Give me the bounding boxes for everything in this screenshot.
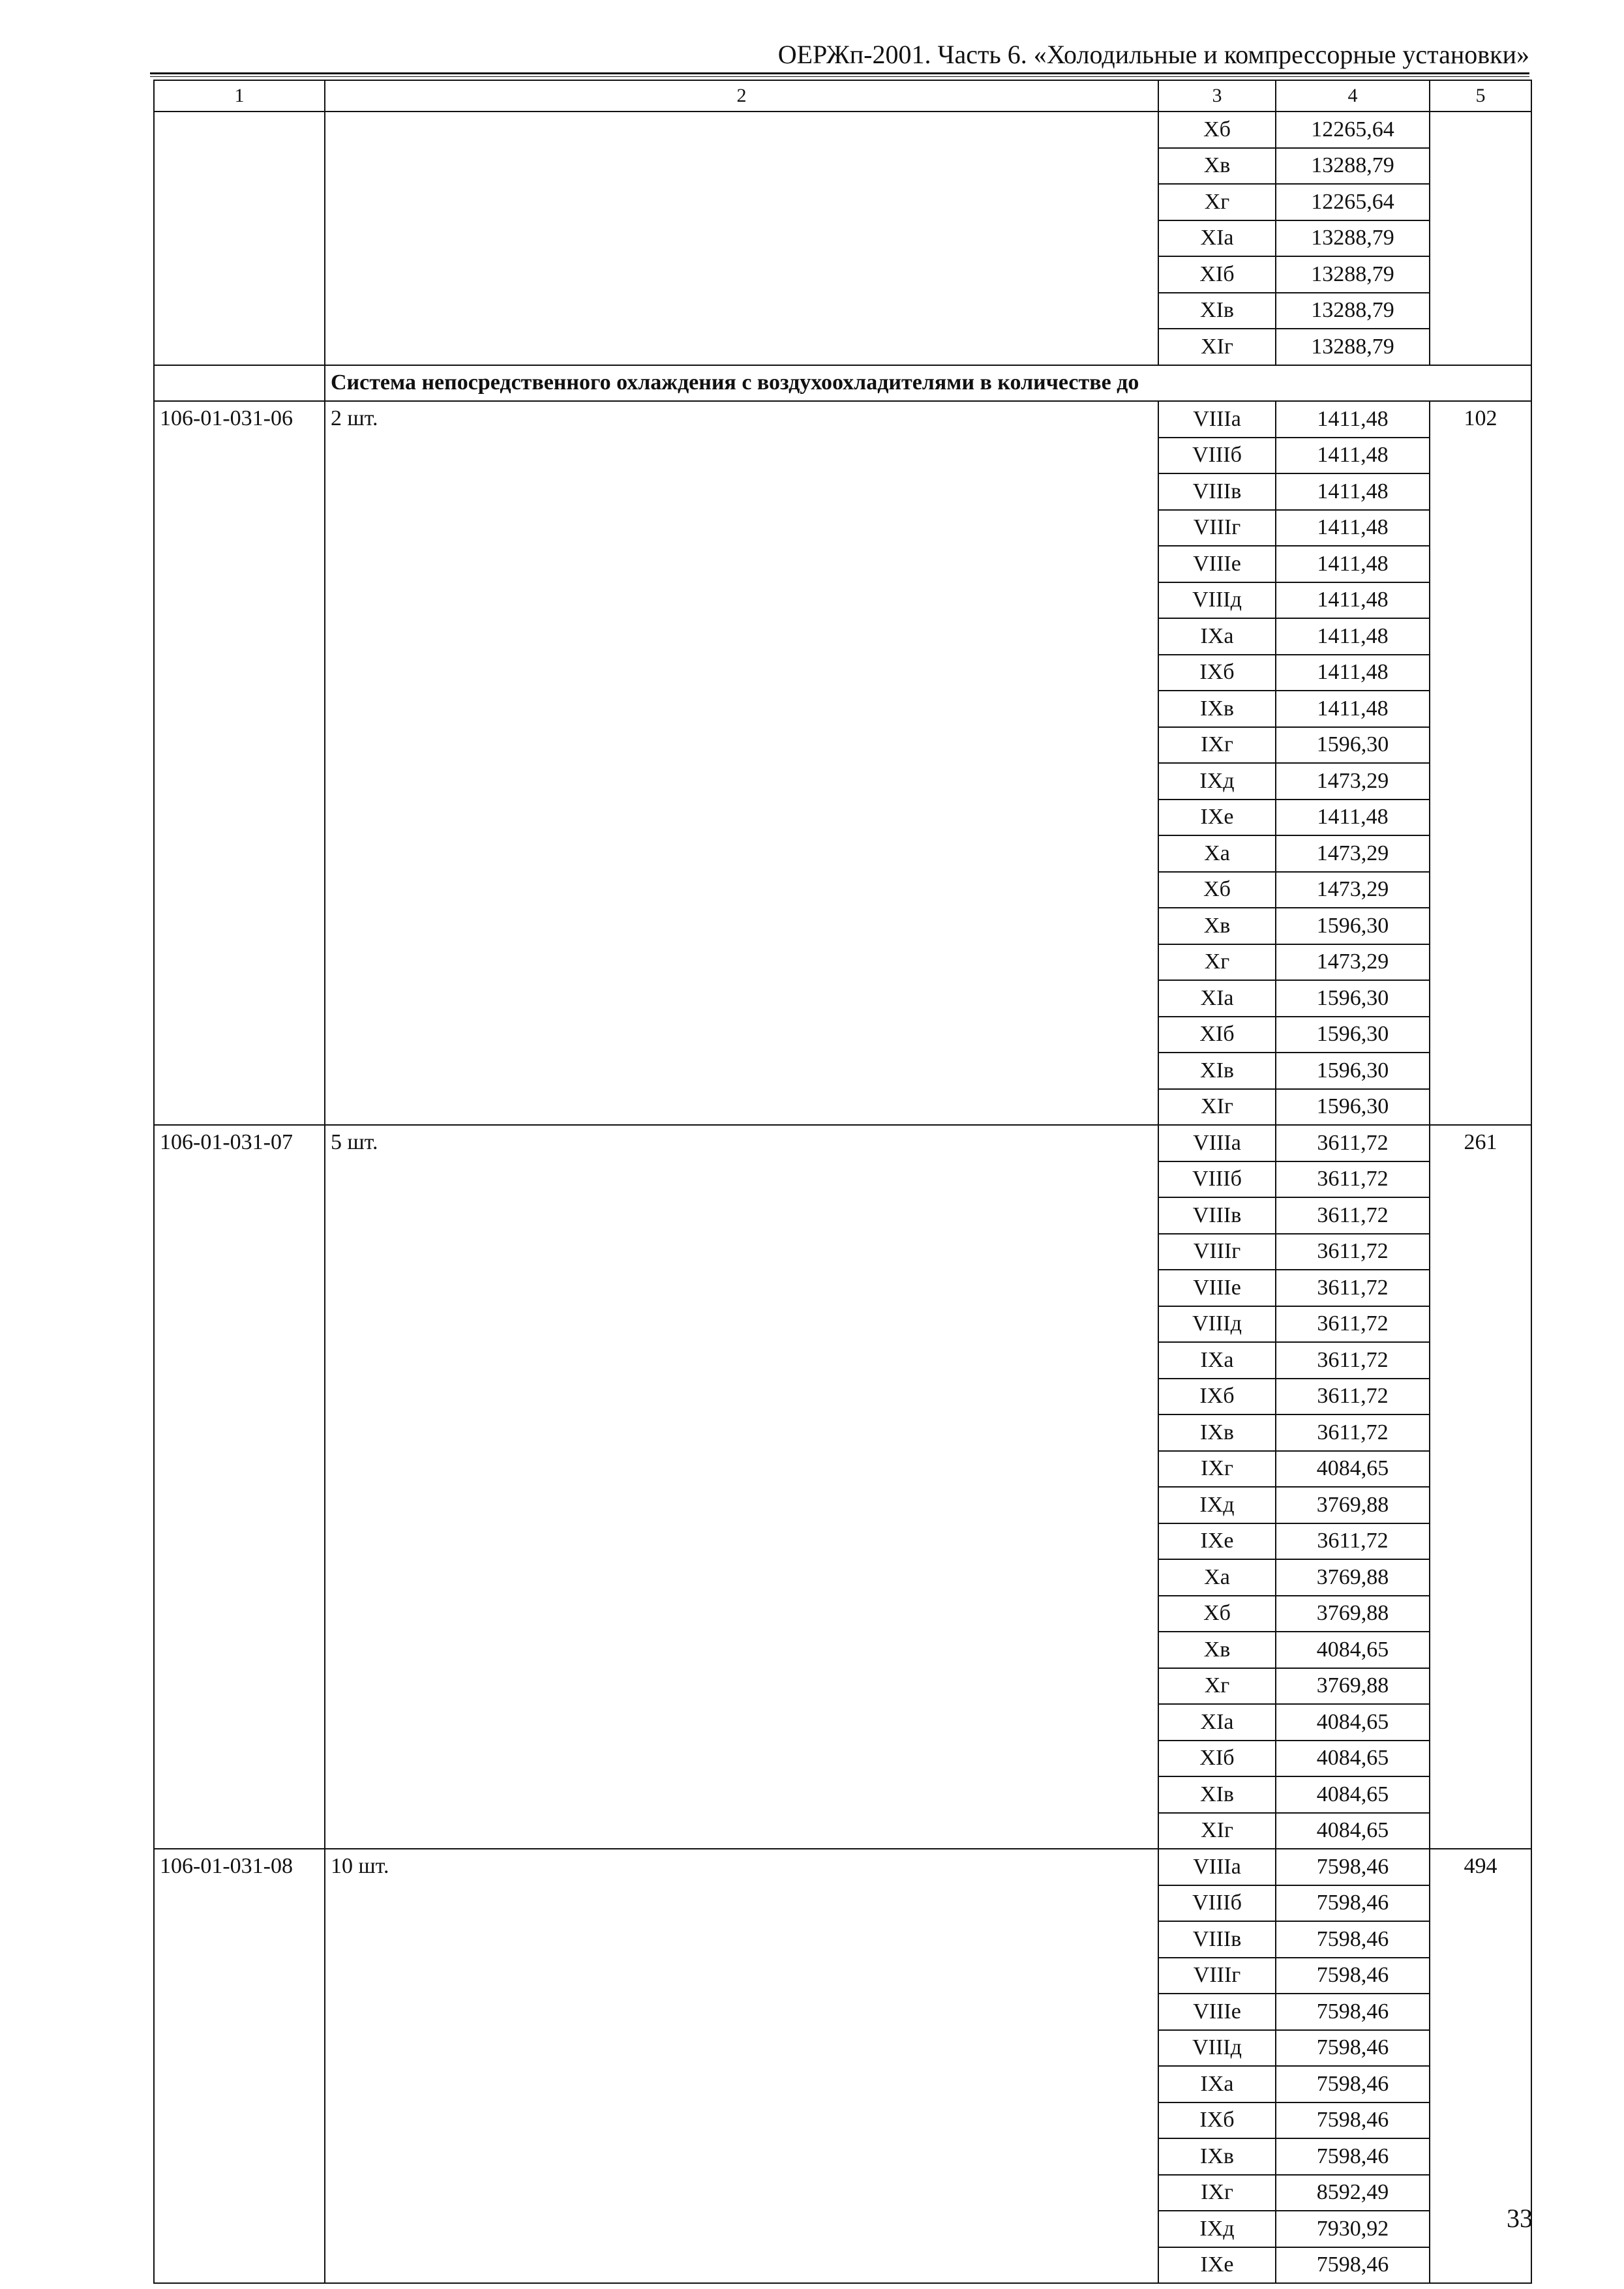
col5-cell: [1430, 112, 1531, 365]
price-cell: 1473,29: [1276, 944, 1430, 981]
zone-cell: Ха: [1158, 1559, 1276, 1596]
table-row: [154, 1849, 1531, 1885]
zone-cell: IХд: [1158, 763, 1276, 800]
zone-cell: XIв: [1158, 293, 1276, 329]
zone-cell: XIа: [1158, 1704, 1276, 1741]
price-cell: 1411,48: [1276, 438, 1430, 474]
zone-cell: IХе: [1158, 1523, 1276, 1560]
price-cell: 7598,46: [1276, 2247, 1430, 2284]
rates-table-body: [154, 80, 1531, 2283]
table-row: [154, 1125, 1531, 1161]
zone-cell: VIIIв: [1158, 1921, 1276, 1958]
price-cell: 1596,30: [1276, 908, 1430, 944]
price-cell: 1411,48: [1276, 618, 1430, 655]
zone-cell: XIг: [1158, 329, 1276, 365]
zone-cell: IХд: [1158, 2211, 1276, 2247]
column-header-5: 5: [1430, 80, 1531, 112]
price-cell: 12265,64: [1276, 184, 1430, 220]
price-cell: 3611,72: [1276, 1125, 1430, 1161]
zone-cell: VIIIг: [1158, 1958, 1276, 1994]
column-header-1: 1: [154, 80, 325, 112]
zone-cell: Хб: [1158, 112, 1276, 148]
price-cell: 1411,48: [1276, 655, 1430, 691]
zone-cell: VIIIд: [1158, 2030, 1276, 2067]
price-cell: 13288,79: [1276, 220, 1430, 257]
price-cell: 1596,30: [1276, 1089, 1430, 1126]
description-cell: 5 шт.: [325, 1125, 1158, 1849]
zone-cell: IХг: [1158, 2175, 1276, 2211]
zone-cell: VIIIг: [1158, 1234, 1276, 1270]
table-row: [154, 112, 1531, 148]
page-number: 33: [1507, 2204, 1533, 2233]
rates-table: [153, 80, 1532, 2284]
price-cell: 3611,72: [1276, 1379, 1430, 1415]
col5-cell: 261: [1430, 1125, 1531, 1849]
price-cell: 4084,65: [1276, 1704, 1430, 1741]
price-cell: 3611,72: [1276, 1414, 1430, 1451]
price-cell: 1411,48: [1276, 691, 1430, 727]
zone-cell: IХв: [1158, 691, 1276, 727]
zone-cell: IХб: [1158, 1379, 1276, 1415]
zone-cell: XIб: [1158, 1017, 1276, 1053]
zone-cell: VIIIа: [1158, 1849, 1276, 1885]
zone-cell: XIг: [1158, 1813, 1276, 1849]
code-cell: [154, 112, 325, 365]
price-cell: 7598,46: [1276, 2102, 1430, 2139]
code-cell: 106-01-031-07: [154, 1125, 325, 1849]
column-header-row: [154, 80, 1531, 112]
price-cell: 4084,65: [1276, 1776, 1430, 1813]
price-cell: 7598,46: [1276, 1994, 1430, 2030]
zone-cell: Хб: [1158, 872, 1276, 908]
zone-cell: VIIIа: [1158, 401, 1276, 438]
zone-cell: IХа: [1158, 618, 1276, 655]
price-cell: 7598,46: [1276, 1921, 1430, 1958]
zone-cell: VIIIг: [1158, 510, 1276, 546]
zone-cell: VIIIб: [1158, 438, 1276, 474]
code-cell: 106-01-031-06: [154, 401, 325, 1125]
zone-cell: VIIIд: [1158, 582, 1276, 619]
col5-cell: 494: [1430, 1849, 1531, 2283]
zone-cell: VIIIе: [1158, 546, 1276, 582]
description-cell: 10 шт.: [325, 1849, 1158, 2283]
price-cell: 3611,72: [1276, 1161, 1430, 1198]
price-cell: 3611,72: [1276, 1523, 1430, 1560]
price-cell: 13288,79: [1276, 329, 1430, 365]
zone-cell: IХа: [1158, 1342, 1276, 1379]
price-cell: 7598,46: [1276, 1849, 1430, 1885]
price-cell: 13288,79: [1276, 256, 1430, 293]
section-empty-cell: [154, 365, 325, 402]
price-cell: 1411,48: [1276, 473, 1430, 510]
zone-cell: IХб: [1158, 655, 1276, 691]
zone-cell: IХв: [1158, 2138, 1276, 2175]
zone-cell: XIв: [1158, 1053, 1276, 1089]
zone-cell: Хв: [1158, 908, 1276, 944]
price-cell: 1596,30: [1276, 1017, 1430, 1053]
zone-cell: XIв: [1158, 1776, 1276, 1813]
price-cell: 7598,46: [1276, 2138, 1430, 2175]
price-cell: 4084,65: [1276, 1813, 1430, 1849]
zone-cell: VIIIд: [1158, 1306, 1276, 1343]
price-cell: 3611,72: [1276, 1197, 1430, 1234]
zone-cell: IХв: [1158, 1414, 1276, 1451]
price-cell: 1473,29: [1276, 763, 1430, 800]
page-header-title: ОЕРЖп-2001. Часть 6. «Холодильные и компрессорные установки»: [777, 40, 1529, 69]
price-cell: 4084,65: [1276, 1741, 1430, 1777]
price-cell: 4084,65: [1276, 1632, 1430, 1668]
price-cell: 7598,46: [1276, 2066, 1430, 2102]
section-title: Система непосредственного охлаждения с воздухоохладителями в количестве до: [325, 365, 1531, 402]
zone-cell: IХд: [1158, 1487, 1276, 1523]
price-cell: 3611,72: [1276, 1342, 1430, 1379]
zone-cell: IХг: [1158, 727, 1276, 764]
column-header-3: 3: [1158, 80, 1276, 112]
zone-cell: Хв: [1158, 1632, 1276, 1668]
zone-cell: VIIIб: [1158, 1161, 1276, 1198]
zone-cell: Хг: [1158, 1668, 1276, 1705]
zone-cell: VIIIв: [1158, 473, 1276, 510]
zone-cell: Ха: [1158, 835, 1276, 872]
zone-cell: Хг: [1158, 944, 1276, 981]
price-cell: 13288,79: [1276, 148, 1430, 185]
zone-cell: IХе: [1158, 2247, 1276, 2284]
header-rule: [150, 72, 1529, 77]
zone-cell: IХе: [1158, 800, 1276, 836]
section-row: [154, 365, 1531, 402]
description-cell: [325, 112, 1158, 365]
price-cell: 12265,64: [1276, 112, 1430, 148]
price-cell: 3611,72: [1276, 1234, 1430, 1270]
price-cell: 1411,48: [1276, 800, 1430, 836]
col5-cell: 102: [1430, 401, 1531, 1125]
price-cell: 1411,48: [1276, 401, 1430, 438]
price-cell: 13288,79: [1276, 293, 1430, 329]
zone-cell: IХг: [1158, 1451, 1276, 1488]
price-cell: 1596,30: [1276, 727, 1430, 764]
description-cell: 2 шт.: [325, 401, 1158, 1125]
zone-cell: IХб: [1158, 2102, 1276, 2139]
price-cell: 1411,48: [1276, 582, 1430, 619]
table-row: [154, 401, 1531, 438]
zone-cell: VIIIа: [1158, 1125, 1276, 1161]
zone-cell: Хб: [1158, 1596, 1276, 1632]
zone-cell: XIг: [1158, 1089, 1276, 1126]
zone-cell: IХа: [1158, 2066, 1276, 2102]
zone-cell: Хг: [1158, 184, 1276, 220]
price-cell: 1596,30: [1276, 980, 1430, 1017]
zone-cell: XIб: [1158, 1741, 1276, 1777]
zone-cell: VIIIе: [1158, 1994, 1276, 2030]
price-cell: 1411,48: [1276, 510, 1430, 546]
price-cell: 3611,72: [1276, 1270, 1430, 1306]
price-cell: 1411,48: [1276, 546, 1430, 582]
price-cell: 4084,65: [1276, 1451, 1430, 1488]
zone-cell: XIа: [1158, 980, 1276, 1017]
price-cell: 7598,46: [1276, 1958, 1430, 1994]
price-cell: 3769,88: [1276, 1559, 1430, 1596]
price-cell: 1473,29: [1276, 835, 1430, 872]
code-cell: 106-01-031-08: [154, 1849, 325, 2283]
zone-cell: VIIIе: [1158, 1270, 1276, 1306]
price-cell: 7598,46: [1276, 1885, 1430, 1922]
price-cell: 1596,30: [1276, 1053, 1430, 1089]
price-cell: 7930,92: [1276, 2211, 1430, 2247]
price-cell: 3769,88: [1276, 1668, 1430, 1705]
price-cell: 3611,72: [1276, 1306, 1430, 1343]
zone-cell: XIа: [1158, 220, 1276, 257]
zone-cell: VIIIб: [1158, 1885, 1276, 1922]
zone-cell: XIб: [1158, 256, 1276, 293]
price-cell: 3769,88: [1276, 1487, 1430, 1523]
price-cell: 7598,46: [1276, 2030, 1430, 2067]
zone-cell: VIIIв: [1158, 1197, 1276, 1234]
price-cell: 3769,88: [1276, 1596, 1430, 1632]
price-cell: 8592,49: [1276, 2175, 1430, 2211]
zone-cell: Хв: [1158, 148, 1276, 185]
column-header-2: 2: [325, 80, 1158, 112]
price-cell: 1473,29: [1276, 872, 1430, 908]
column-header-4: 4: [1276, 80, 1430, 112]
